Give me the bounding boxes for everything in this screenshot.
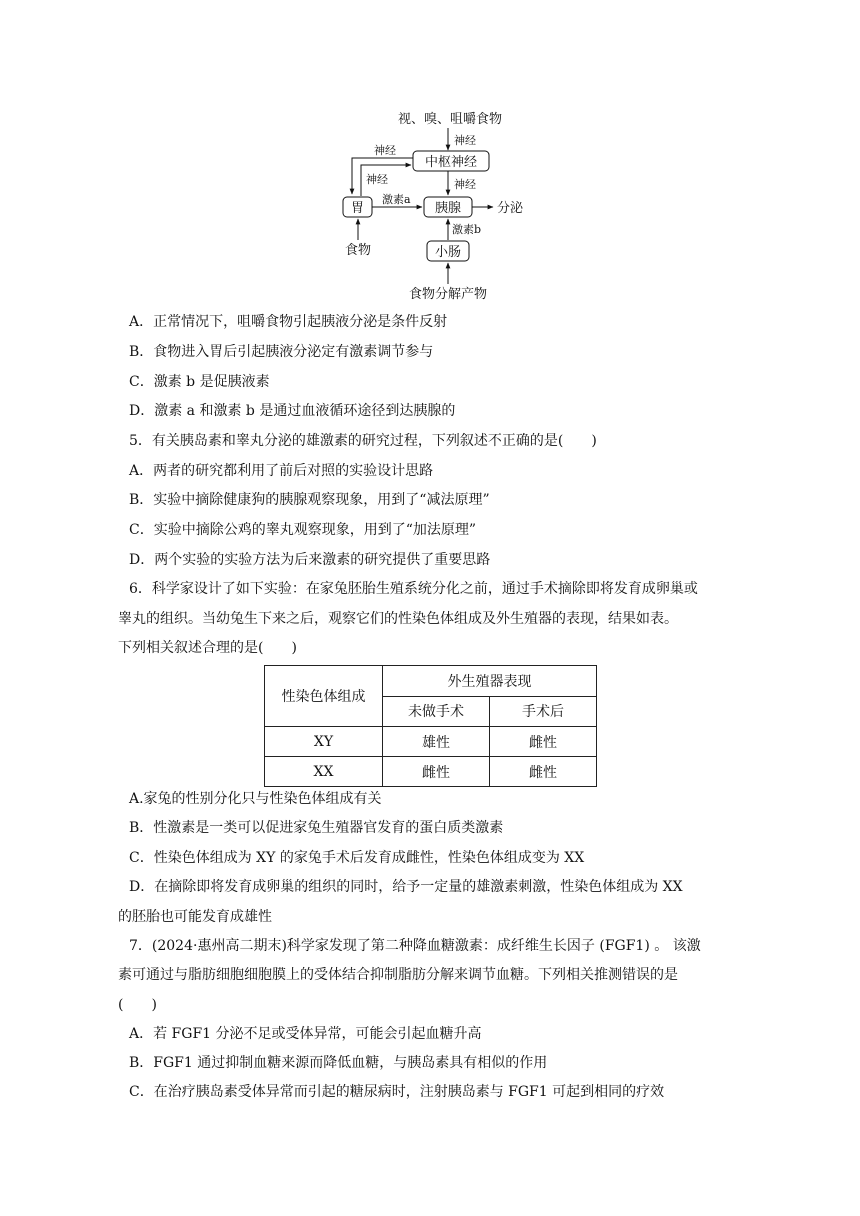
results-table xyxy=(264,665,597,787)
q6-option-c: C．性染色体组成为 XY 的家兔手术后发育成雌性，性染色体组成变为 XX xyxy=(129,850,585,866)
q7-stem-line-1: 7．(2024·惠州高二期末)科学家发现了第二种降血糖激素：成纤维生长因子 (FGF1) 。 该激 xyxy=(129,938,701,954)
cell-chromosome: XY xyxy=(265,727,383,757)
stomach-label: 胃 xyxy=(350,201,365,216)
q5-option-c: C．实验中摘除公鸡的睾丸观察现象，用到了“加法原理” xyxy=(129,522,477,538)
label-food-products: 食物分解产物 xyxy=(408,287,488,302)
q4-option-a: A．正常情况下，咀嚼食物引起胰液分泌是条件反射 xyxy=(129,314,448,330)
cell-chromosome: XX xyxy=(265,757,383,787)
q4-option-b: B．食物进入胃后引起胰液分泌定有激素调节参与 xyxy=(129,344,434,360)
q4-option-d: D．激素 a 和激素 b 是通过血液循环途径到达胰腺的 xyxy=(129,403,456,419)
label-food: 食物 xyxy=(344,243,372,258)
header-chromosome: 性染色体组成 xyxy=(265,666,383,727)
pancreas-label: 胰腺 xyxy=(434,201,462,216)
q6-option-b: B．性激素是一类可以促进家兔生殖器官发育的蛋白质类激素 xyxy=(129,820,504,836)
intestine-label: 小肠 xyxy=(434,245,462,260)
q5-option-a: A．两者的研究都利用了前后对照的实验设计思路 xyxy=(129,463,434,479)
q5-option-d: D．两个实验的实验方法为后来激素的研究提供了重要思路 xyxy=(129,552,491,568)
q7-option-a: A．若 FGF1 分泌不足或受体异常，可能会引起血糖升高 xyxy=(129,1026,482,1042)
cell-after-surgery: 雌性 xyxy=(490,757,597,787)
diagram-top-label: 视、嗅、咀嚼食物 xyxy=(397,112,503,127)
q7-option-b: B．FGF1 通过抑制血糖来源而降低血糖，与胰岛素具有相似的作用 xyxy=(129,1055,548,1071)
label-nerve-4: 神经 xyxy=(454,178,476,191)
q6-option-d: D．在摘除即将发育成卵巢的组织的同时，给予一定量的雄激素刺激，性染色体组成为 XX xyxy=(129,879,683,895)
cell-no-surgery: 雌性 xyxy=(383,757,490,787)
header-after-surgery: 手术后 xyxy=(490,696,597,727)
header-outer-genitalia: 外生殖器表现 xyxy=(383,666,597,697)
label-hormone-b: 激素b xyxy=(452,223,482,236)
q7-stem-line-3: ( ) xyxy=(118,997,157,1013)
cell-after-surgery: 雌性 xyxy=(490,727,597,757)
q7-option-c: C．在治疗胰岛素受体异常而引起的糖尿病时，注射胰岛素与 FGF1 可起到相同的疗效 xyxy=(129,1084,665,1100)
label-hormone-a: 激素a xyxy=(382,193,411,206)
cell-no-surgery: 雄性 xyxy=(383,727,490,757)
table-row xyxy=(265,757,597,787)
header-no-surgery: 未做手术 xyxy=(383,696,490,727)
central-nerve-label: 中枢神经 xyxy=(424,155,478,170)
label-nerve-1: 神经 xyxy=(454,134,476,147)
q6-option-a: A.家兔的性别分化只与性染色体组成有关 xyxy=(129,791,382,807)
q6-option-d-cont: 的胚胎也可能发育成雄性 xyxy=(118,909,272,925)
label-secrete: 分泌 xyxy=(497,201,524,216)
q7-stem-line-2: 素可通过与脂肪细胞细胞膜上的受体结合抑制脂肪分解来调节血糖。下列相关推测错误的是 xyxy=(118,967,678,983)
label-nerve-2: 神经 xyxy=(374,144,396,157)
q5-stem: 5．有关胰岛素和睾丸分泌的雄激素的研究过程，下列叙述不正确的是( ) xyxy=(129,433,597,449)
label-nerve-3: 神经 xyxy=(366,173,388,186)
table-row xyxy=(265,727,597,757)
q5-option-b: B．实验中摘除健康狗的胰腺观察现象，用到了“减法原理” xyxy=(129,492,490,508)
q6-stem-line-1: 6．科学家设计了如下实验：在家兔胚胎生殖系统分化之前，通过手术摘除即将发育成卵巢或 xyxy=(129,581,698,597)
q4-option-c: C．激素 b 是促胰液素 xyxy=(129,374,270,390)
q6-stem-line-2: 睾丸的组织。当幼兔生下来之后，观察它们的性染色体组成及外生殖器的表现，结果如表。 xyxy=(118,611,678,627)
q6-stem-line-3: 下列相关叙述合理的是( ) xyxy=(118,640,297,656)
hormone-regulation-diagram xyxy=(330,100,560,305)
